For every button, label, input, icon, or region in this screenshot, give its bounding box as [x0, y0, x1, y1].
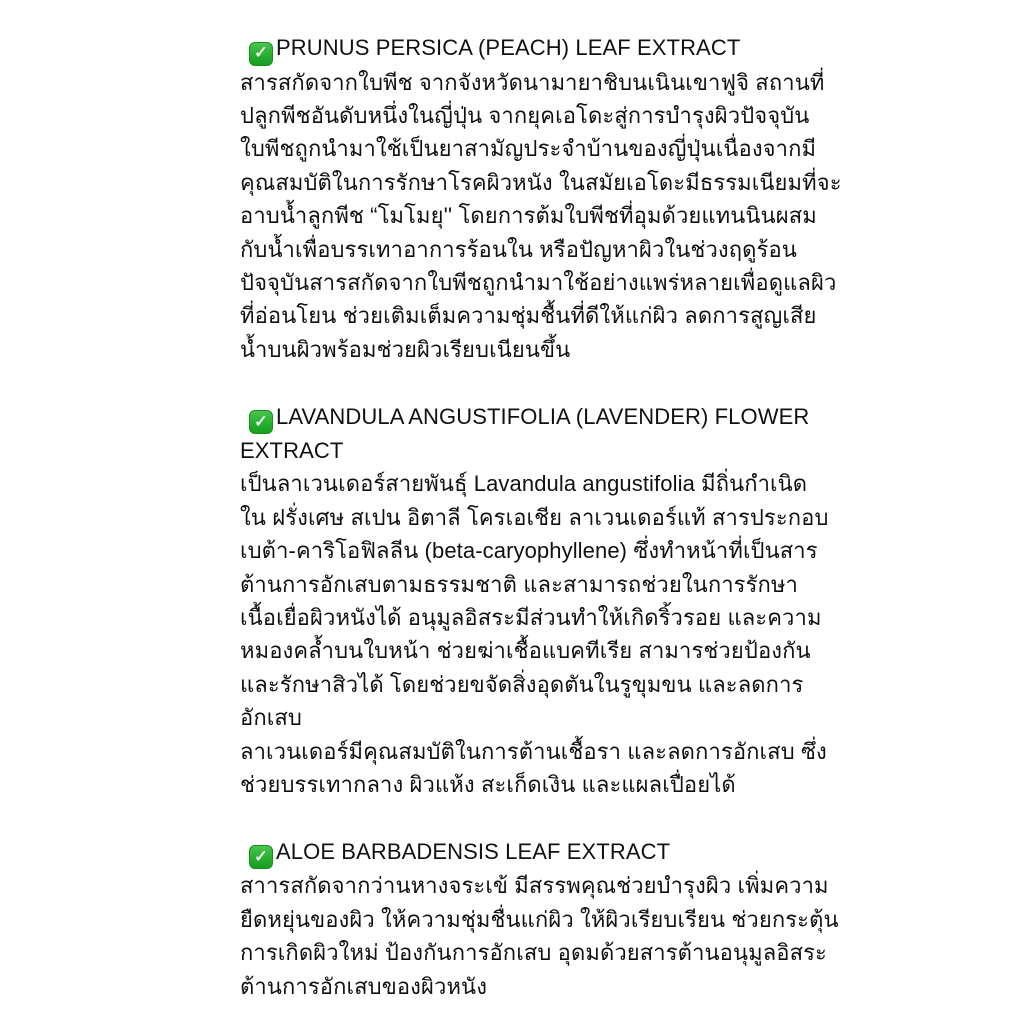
text-line: ต้านการอักเสบของผิวหนัง — [240, 973, 488, 999]
text-line: ใน ฝรั่งเศษ สเปน อิตาลี โครเอเชีย ลาเวนเดอร์แท้ สารประกอบ — [240, 504, 829, 530]
text-line: คุณสมบัติในการรักษาโรคผิวหนัง ในสมัยเอโดะมีธรรมเนียมที่จะ — [240, 169, 842, 195]
text-line: กับน้ำเพื่อบรรเทาอาการร้อนใน หรือปัญหาผิวในช่วงฤดูร้อน — [240, 236, 797, 262]
text-line: เป็นลาเวนเดอร์สายพันธุ์ Lavandula angustifolia มีถิ่นกำเนิด — [240, 471, 808, 497]
section-heading-text: ALOE BARBADENSIS LEAF EXTRACT — [276, 838, 671, 864]
text-line: หมองคล้ำบนใบหน้า ช่วยฆ่าเชื้อแบคทีเรีย สามารช่วยป้องกัน — [240, 638, 811, 664]
ingredient-document — [240, 31, 842, 1003]
section-body — [240, 66, 842, 367]
text-line: สารสกัดจากใบพีช จากจังหวัดนามายาชิบนเนินเขาฟูจิ สถานที่ — [240, 69, 825, 95]
text-line: ยืดหยุ่นของผิว ให้ความชุ่มชื่นแก่ผิว ให้ผิวเรียบเรียน ช่วยกระตุ้น — [240, 906, 839, 932]
text-line: และรักษาสิวได้ โดยช่วยขจัดสิ่งอุดตันในรูขุมขน และลดการ — [240, 671, 804, 697]
text-line: ช่วยบรรเทากลาง ผิวแห้ง สะเก็ดเงิน และแผลเปื่อยได้ — [240, 772, 736, 798]
text-line: อาบน้ำลูกพีช “โมโมยุ'' โดยการต้มใบพีชที่อุมด้วยแทนนินผสม — [240, 203, 817, 229]
section-body — [240, 467, 829, 801]
check-glyph: ✓ — [253, 43, 269, 62]
text-line: ลาเวนเดอร์มีคุณสมบัติในการต้านเชื้อรา และลดการอักเสบ ซึ่ง — [240, 738, 827, 764]
section-lavandula — [240, 400, 829, 802]
text-line: เนื้อเยื่อผิวหนังได้ อนุมูลอิสระมีส่วนทำให้เกิดริ้วรอย และความ — [240, 605, 822, 631]
section-heading — [240, 400, 810, 435]
text-line: เบต้า-คาริโอฟิลลีน (beta-caryophyllene) ซึ่งทำหน้าที่เป็นสาร — [240, 538, 818, 564]
section-heading — [240, 835, 800, 870]
text-line: การเกิดผิวใหม่ ป้องกันการอักเสบ อุดมด้วยสารต้านอนุมูลอิสระ — [240, 940, 827, 966]
section-prunus-persica — [240, 31, 842, 366]
section-heading-text: PRUNUS PERSICA (PEACH) LEAF EXTRACT — [276, 35, 741, 60]
check-mark-emoji-icon — [249, 42, 273, 66]
section-heading — [240, 31, 800, 66]
text-line: สาารสกัดจากว่านหางจระเข้ มีสรรพคุณช่วยบำรุงผิว เพิ่มความ — [240, 873, 829, 899]
check-glyph: ✓ — [253, 411, 269, 431]
text-line: อักเสบ — [240, 705, 302, 731]
text-line: ปัจจุบันสารสกัดจากใบพีชถูกนำมาใช้อย่างแพร่หลายเพื่อดูแลผิว — [240, 269, 837, 295]
text-line: ใบพีชถูกนำมาใช้เป็นยาสามัญประจำบ้านของญี่ปุ่นเนื่องจากมี — [240, 136, 817, 162]
check-mark-emoji-icon — [249, 845, 273, 869]
text-line: ต้านการอักเสบตามธรรมชาติ และสามารถช่วยในการรักษา — [240, 571, 798, 597]
text-line: น้ำบนผิวพร้อมช่วยผิวเรียบเนียนขึ้น — [240, 336, 571, 362]
section-body — [240, 869, 839, 1003]
text-line: ที่อ่อนโยน ช่วยเติมเต็มความชุ่มชื้นที่ดีให้แก่ผิว ลดการสูญเสีย — [240, 303, 817, 329]
section-heading-text: LAVANDULA ANGUSTIFOLIA (LAVENDER) FLOWER — [276, 403, 810, 429]
text-line: ปลูกพีชอันดับหนึ่งในญี่ปุ่น จากยุคเอโดะสู่การบำรุงผิวปัจจุบัน — [240, 102, 810, 128]
check-glyph: ✓ — [253, 846, 269, 866]
check-mark-emoji-icon — [249, 410, 273, 434]
section-aloe — [240, 835, 839, 1003]
section-heading-text-continued: EXTRACT — [240, 438, 344, 464]
